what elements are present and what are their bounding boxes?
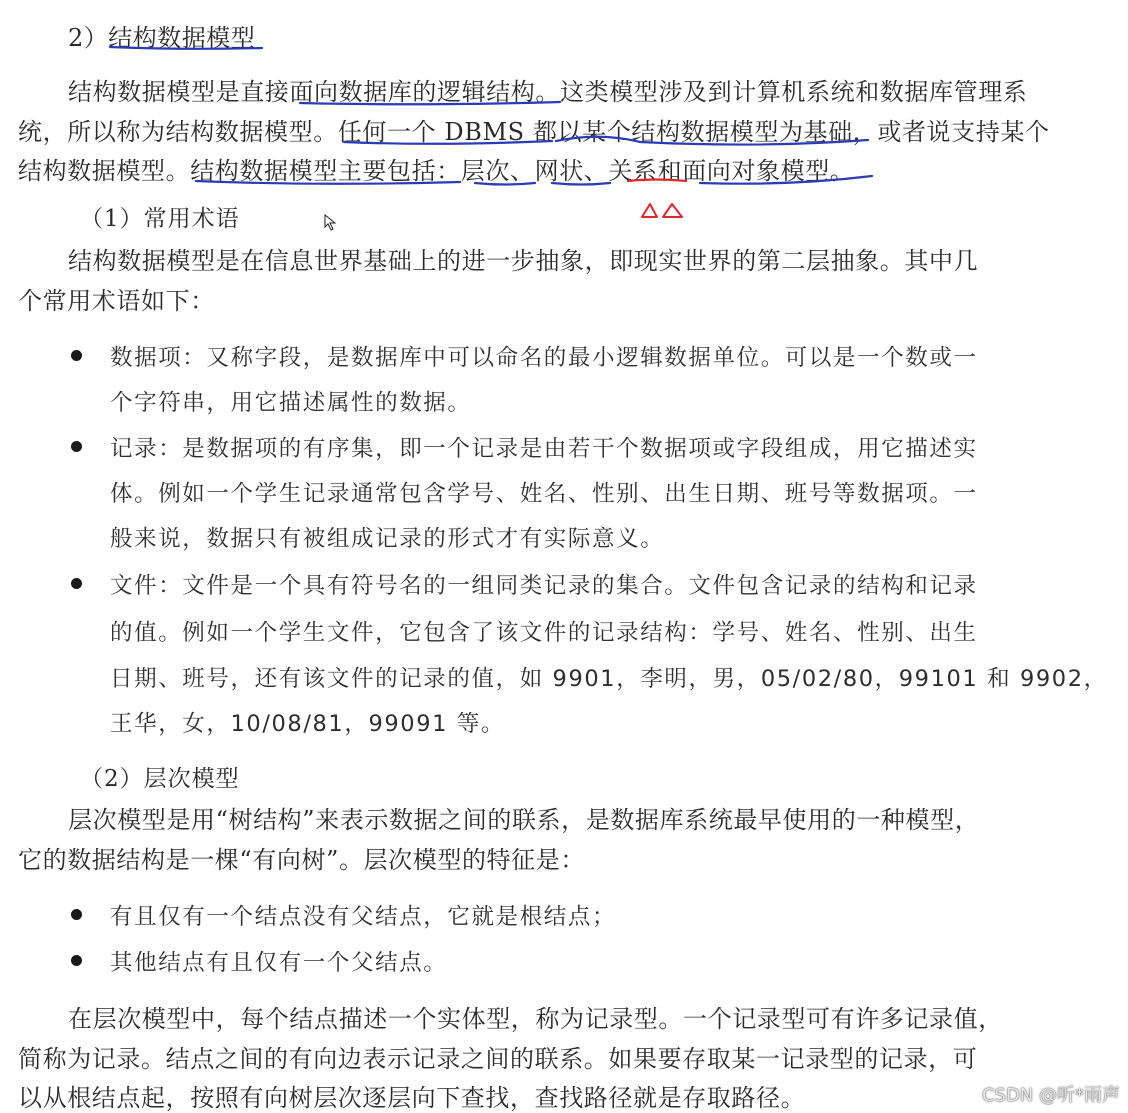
red-triangle-mark-2: [663, 204, 682, 217]
terms-intro-line-2: 个常用术语如下：: [18, 287, 215, 315]
hierarchy-bullet-2: 其他结点有且仅有一个父结点。: [110, 950, 448, 976]
bullet-file-line-1: 文件：文件是一个具有符号名的一组同类记录的集合。文件包含记录的结构和记录: [110, 573, 978, 599]
bullet-file-line-4: 王华，女，10/08/81，99091 等。: [110, 711, 505, 737]
terms-heading: （1）常用术语: [80, 206, 240, 232]
intro-line-1: 结构数据模型是直接面向数据库的逻辑结构。这类模型涉及到计算机系统和数据库管理系: [68, 78, 1028, 106]
hierarchy-heading: （2）层次模型: [80, 766, 240, 792]
bullet-dot: [71, 350, 82, 361]
terms-intro-line-1: 结构数据模型是在信息世界基础上的进一步抽象，即现实世界的第二层抽象。其中几: [68, 247, 979, 275]
bullet-data-item-line-1: 数据项：又称字段，是数据库中可以命名的最小逻辑数据单位。可以是一个数或一: [110, 345, 978, 371]
bullet-dot: [71, 909, 82, 920]
bullet-record-line-1: 记录：是数据项的有序集，即一个记录是由若干个数据项或字段组成，用它描述实: [110, 436, 978, 462]
bullet-data-item-line-2: 个字符串，用它描述属性的数据。: [110, 390, 472, 416]
hierarchy-bullet-1: 有且仅有一个结点没有父结点，它就是根结点；: [110, 904, 617, 930]
intro-line-2: 统，所以称为结构数据模型。任何一个 DBMS 都以某个结构数据模型为基础，或者说支持某个: [18, 118, 1050, 146]
hierarchy-para-line-2: 简称为记录。结点之间的有向边表示记录之间的联系。如果要存取某一记录型的记录，可: [18, 1045, 978, 1073]
mouse-cursor-icon: [324, 214, 338, 232]
bullet-file-line-2: 的值。例如一个学生文件，它包含了该文件的记录结构：学号、姓名、性别、出生: [110, 620, 978, 646]
red-triangle-mark-1: [642, 204, 657, 217]
bullet-dot: [71, 578, 82, 589]
bullet-dot: [71, 955, 82, 966]
hierarchy-line-2: 它的数据结构是一棵“有向树”。层次模型的特征是：: [18, 846, 585, 874]
hierarchy-line-1: 层次模型是用“树结构”来表示数据之间的联系，是数据库系统最早使用的一种模型，: [68, 806, 980, 834]
hierarchy-para-line-1: 在层次模型中，每个结点描述一个实体型，称为记录型。一个记录型可有许多记录值，: [68, 1005, 1003, 1033]
bullet-record-line-3: 般来说，数据只有被组成记录的形式才有实际意义。: [110, 526, 665, 552]
intro-line-3: 结构数据模型。结构数据模型主要包括：层次、网状、关系和面向对象模型。: [18, 157, 855, 185]
bullet-record-line-2: 体。例如一个学生记录通常包含学号、姓名、性别、出生日期、班号等数据项。一: [110, 481, 978, 507]
bullet-dot: [71, 441, 82, 452]
section-heading: 2）结构数据模型: [68, 24, 256, 52]
watermark: CSDN @听*雨声: [981, 1085, 1120, 1106]
hierarchy-para-line-3: 以从根结点起，按照有向树层次逐层向下查找，查找路径就是存取路径。: [18, 1084, 806, 1112]
bullet-file-line-3: 日期、班号，还有该文件的记录的值，如 9901，李明，男，05/02/80，99101 和 9902，: [110, 666, 1108, 692]
